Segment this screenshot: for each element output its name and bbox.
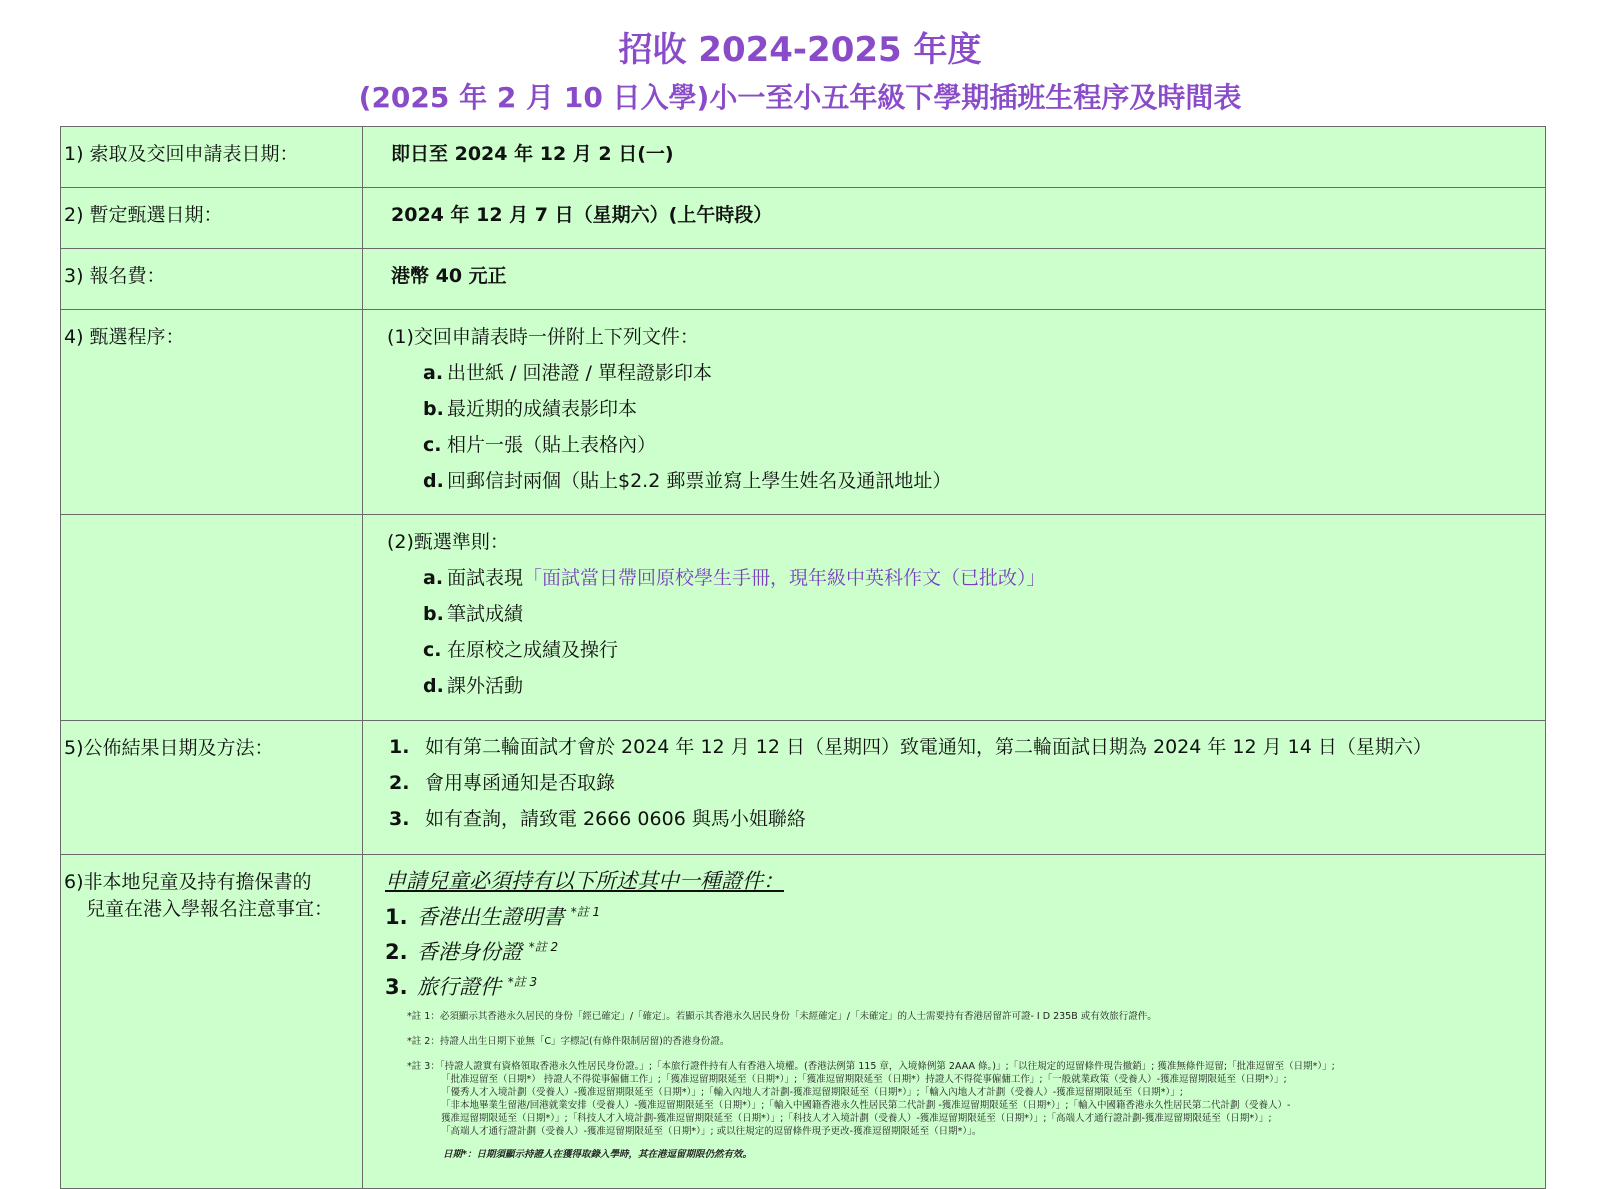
- label-line: 兒童在港入學報名注意事宜：: [86, 898, 334, 920]
- row-label: 1) 索取及交回申請表日期：: [61, 127, 363, 188]
- schedule-table: [60, 126, 1546, 1189]
- row-value: [363, 127, 1546, 188]
- item-text: 課外活動: [447, 675, 524, 697]
- item-text: 出世紙 / 回港證 / 單程證影印本: [447, 362, 712, 384]
- item-text: 相片一張（貼上表格內）: [447, 434, 657, 456]
- row-label: 4) 甄選程序：: [61, 310, 363, 515]
- list-item: [363, 668, 1545, 704]
- row-label: [61, 855, 363, 1189]
- row-value: [363, 310, 1546, 515]
- row-label-empty: [61, 515, 363, 721]
- footnote-mark: *註 1: [570, 905, 601, 919]
- item-text: 筆試成績: [447, 603, 524, 625]
- item-text: 香港出生證明書: [417, 905, 564, 929]
- footnotes: [363, 1000, 1545, 1161]
- item-key: d.: [423, 675, 444, 697]
- item-text: 最近期的成績表影印本: [447, 398, 638, 420]
- label-line: 6)非本地兒童及持有擔保書的: [64, 871, 312, 893]
- list-item: [363, 632, 1545, 668]
- footnote-1: *註 1：必須顯示其香港永久居民的身份「經已確定」/「確定」。若顯示其香港永久居民身份「未經確定」/「未確定」的人士需要持有香港居留許可證- I D 235B 或有效旅行證件。: [407, 1011, 1157, 1022]
- page-title: 招收 2024-2025 年度: [618, 30, 982, 70]
- list-item: [363, 765, 1545, 801]
- application-fee: 港幣 40 元正: [391, 265, 507, 287]
- row-label: 2) 暫定甄選日期：: [61, 188, 363, 249]
- item-number: 3.: [385, 975, 408, 999]
- interview-note: 「面試當日帶回原校學生手冊，現年級中英科作文（已批改）」: [523, 567, 1046, 589]
- selection-date: 2024 年 12 月 7 日（星期六）(上午時段）: [391, 204, 773, 226]
- item-key: c.: [423, 639, 442, 661]
- item-text: 旅行證件: [417, 975, 501, 999]
- table-row: [61, 310, 1546, 515]
- item-text: 會用專函通知是否取錄: [425, 772, 616, 794]
- item-key: c.: [423, 434, 442, 456]
- requirement-heading: 申請兒童必須持有以下所述其中一種證件：: [385, 869, 784, 893]
- list-item: [363, 427, 1545, 463]
- row-label: 5)公佈結果日期及方法：: [61, 721, 363, 855]
- footnote-3-line: 「非本地畢業生留港/回港就業安排（受養人）-獲准逗留期限延至（日期*）」;「輸入中國籍香港永久性居民第二代計劃 -獲准逗留期限延至（日期*）」;「輸入中國籍香港永久性居民第二代計劃（受養人）-: [441, 1100, 1291, 1111]
- date-note: 日期*：日期須顯示持證人在獲得取錄入學時，其在港逗留期限仍然有效。: [443, 1149, 752, 1160]
- table-row: [61, 721, 1546, 855]
- item-text: 香港身份證: [417, 940, 522, 964]
- table-row: [61, 515, 1546, 721]
- item-text: 在原校之成績及操行: [447, 639, 619, 661]
- row-value: [363, 188, 1546, 249]
- item-key: a.: [423, 567, 444, 589]
- item-key: d.: [423, 470, 444, 492]
- row-value: [363, 249, 1546, 310]
- list-item: [363, 560, 1545, 596]
- documents-heading: (1)交回申請表時一併附上下列文件：: [387, 326, 699, 348]
- page-subtitle: (2025 年 2 月 10 日入學)小一至小五年級下學期插班生程序及時間表: [358, 81, 1242, 114]
- criteria-heading: (2)甄選準則：: [387, 531, 509, 553]
- item-number: 2.: [385, 940, 408, 964]
- item-text: 回郵信封兩個（貼上$2.2 郵票並寫上學生姓名及通訊地址）: [447, 470, 952, 492]
- footnote-3-line: 「高端人才通行證計劃（受養人）-獲准逗留期限延至（日期*）」; 或以往規定的逗留條件現予更改-獲准逗留期限延至（日期*）」。: [441, 1126, 982, 1137]
- footnote-2: *註 2：持證人出生日期下並無「C」字標記(有條件限制居留)的香港身份證。: [407, 1036, 730, 1047]
- footnote-3-line: 「批准逗留至（日期*） 持證人不得從事僱傭工作」;「獲准逗留期限延至（日期*）」;「獲准逗留期限延至（日期*）持證人不得從事僱傭工作」;「一般就業政策（受養人）-獲准逗留期限延至（日期*）」;: [441, 1074, 1287, 1085]
- list-item: [363, 729, 1545, 765]
- row-value: [363, 855, 1546, 1189]
- item-key: b.: [423, 603, 444, 625]
- table-row: [61, 855, 1546, 1189]
- list-item: [363, 355, 1545, 391]
- item-key: b.: [423, 398, 444, 420]
- item-number: 1.: [385, 905, 408, 929]
- table-row: [61, 188, 1546, 249]
- list-item: [363, 895, 1545, 930]
- list-item: [363, 391, 1545, 427]
- row-label: 3) 報名費：: [61, 249, 363, 310]
- application-date: 即日至 2024 年 12 月 2 日(一): [391, 143, 674, 165]
- item-text: 如有第二輪面試才會於 2024 年 12 月 12 日（星期四）致電通知，第二輪面試日期為 2024 年 12 月 14 日（星期六）: [425, 736, 1432, 758]
- footnote-mark: *註 3: [507, 975, 538, 989]
- list-item: [363, 965, 1545, 1000]
- row-value: [363, 721, 1546, 855]
- item-key: a.: [423, 362, 444, 384]
- list-item: [363, 801, 1545, 837]
- table-row: [61, 249, 1546, 310]
- item-number: 3.: [389, 808, 410, 830]
- item-number: 1.: [389, 736, 410, 758]
- footnote-3-line: 獲准逗留期限延至（日期*）」;「科技人才入境計劃-獲准逗留期限延至（日期*）」;「科技人才入境計劃（受養人）-獲准逗留期限延至（日期*）」;「高端人才通行證計劃-獲准逗留期限延至（日期*）」;: [441, 1113, 1272, 1124]
- list-item: [363, 463, 1545, 499]
- row-value: [363, 515, 1546, 721]
- footnote-3-line: *註 3：「持證人證實有資格領取香港永久性居民身份證。」;「本旅行證件持有人有香港入境權。(香港法例第 115 章，入境條例第 2AAA 條。)」;「以往規定的逗留條件現告撤銷」; 獲准無條件逗留;「批准逗留至（日期*）」;: [407, 1061, 1335, 1072]
- table-row: [61, 127, 1546, 188]
- footnote-mark: *註 2: [528, 940, 559, 954]
- list-item: [363, 596, 1545, 632]
- list-item: [363, 930, 1545, 965]
- footnote-3-line: 「優秀人才入境計劃（受養人）-獲准逗留期限延至（日期*）」;「輸入內地人才計劃-獲准逗留期限延至（日期*）」;「輸入內地人才計劃（受養人）-獲准逗留期限延至（日期*）」;: [441, 1087, 1183, 1098]
- item-text: 如有查詢，請致電 2666 0606 與馬小姐聯絡: [425, 808, 806, 830]
- item-text: 面試表現: [447, 567, 524, 589]
- item-number: 2.: [389, 772, 410, 794]
